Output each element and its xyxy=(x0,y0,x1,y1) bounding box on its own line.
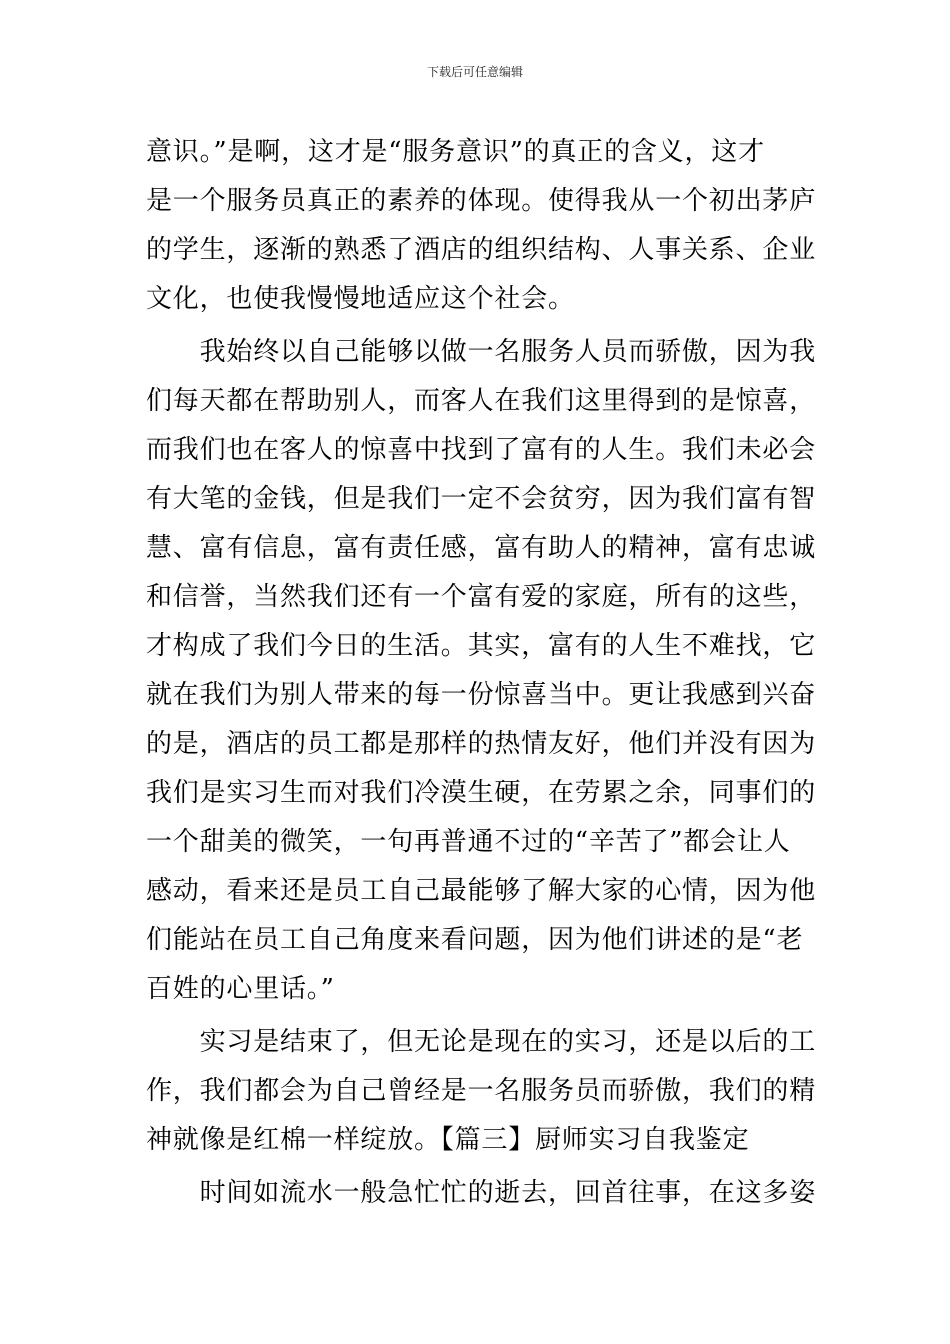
text-line: 慧、富有信息，富有责任感，富有助人的精神，富有忠诚 xyxy=(146,533,817,563)
text-line: 神就像是红棉一样绽放。【篇三】厨师实习自我鉴定 xyxy=(146,1125,750,1155)
text-line: 我始终以自己能够以做一名服务人员而骄傲，因为我 xyxy=(146,337,817,367)
text-line: 和信誉，当然我们还有一个富有爱的家庭，所有的这些， xyxy=(146,582,817,612)
text-line: 们能站在员工自己角度来看问题，因为他们讲述的是“老 xyxy=(146,925,804,955)
text-line: 有大笔的金钱，但是我们一定不会贫穷，因为我们富有智 xyxy=(146,484,817,514)
document-body xyxy=(146,128,817,1218)
text-line: 实习是结束了，但无论是现在的实习，还是以后的工 xyxy=(146,1027,817,1057)
paragraph-3 xyxy=(146,1018,817,1165)
text-line: 就在我们为别人带来的每一份惊喜当中。更让我感到兴奋 xyxy=(146,680,817,710)
text-line: 一个甜美的微笑，一句再普通不过的“辛苦了”都会让人 xyxy=(146,827,791,857)
text-line: 百姓的心里话。” xyxy=(146,974,335,1004)
page-header: 下载后可任意编辑 xyxy=(426,65,523,79)
paragraph-2 xyxy=(146,328,817,1014)
text-line: 作，我们都会为自己曾经是一名服务员而骄傲，我们的精 xyxy=(146,1076,817,1106)
text-line: 是一个服务员真正的素养的体现。使得我从一个初出茅庐 xyxy=(146,186,817,216)
text-line: 而我们也在客人的惊喜中找到了富有的人生。我们未必会 xyxy=(146,435,817,465)
paragraph-4 xyxy=(146,1169,817,1218)
text-line: 文化，也使我慢慢地适应这个社会。 xyxy=(146,284,575,314)
text-line: 感动，看来还是员工自己最能够了解大家的心情，因为他 xyxy=(146,876,817,906)
text-line: 我们是实习生而对我们冷漠生硬，在劳累之余，同事们的 xyxy=(146,778,817,808)
text-line: 才构成了我们今日的生活。其实，富有的人生不难找，它 xyxy=(146,631,817,661)
paragraph-1 xyxy=(146,128,817,324)
text-line: 的是，酒店的员工都是那样的热情友好，他们并没有因为 xyxy=(146,729,817,759)
text-line: 时间如流水一般急忙忙的逝去，回首往事，在这多姿 xyxy=(146,1178,817,1208)
text-line: 的学生，逐渐的熟悉了酒店的组织结构、人事关系、企业 xyxy=(146,235,817,265)
text-line: 们每天都在帮助别人，而客人在我们这里得到的是惊喜， xyxy=(146,386,817,416)
text-line: 意识。”是啊，这才是“服务意识”的真正的含义，这才 xyxy=(146,137,765,167)
